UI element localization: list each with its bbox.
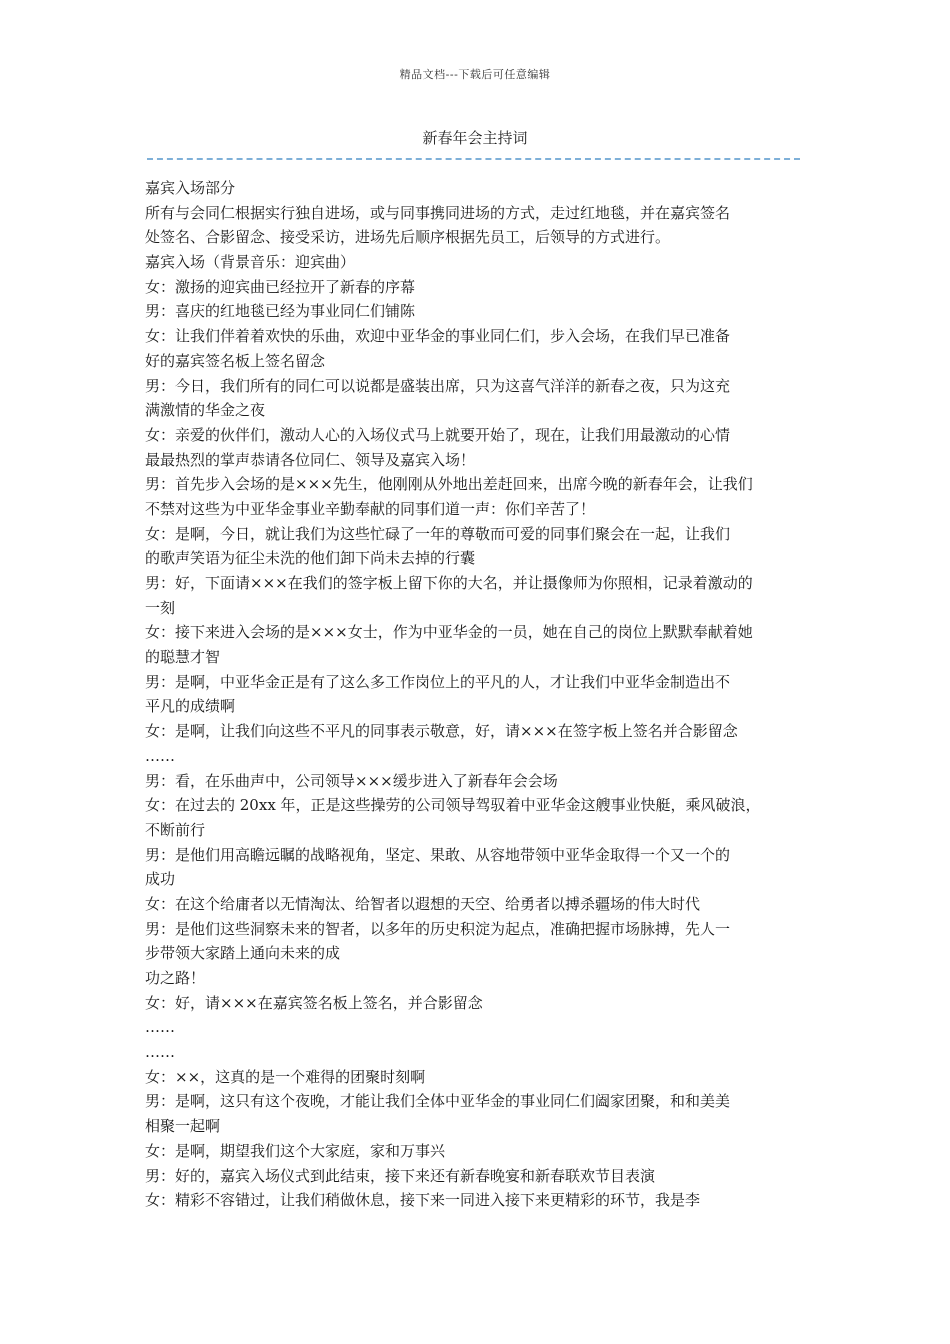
- text-line: 男：是啊，这只有这个夜晚，才能让我们全体中亚华金的事业同仁们阖家团聚，和和美美: [145, 1092, 731, 1111]
- text-line: 好的嘉宾签名板上签名留念: [145, 351, 326, 370]
- text-line: 不断前行: [145, 820, 206, 839]
- text-line: 男：好的，嘉宾入场仪式到此结束，接下来还有新春晚宴和新春联欢节目表演: [145, 1166, 656, 1185]
- text-line: 男：是啊，中亚华金正是有了这么多工作岗位上的平凡的人，才让我们中亚华金制造出不: [145, 672, 731, 691]
- text-line: 一刻: [145, 598, 176, 617]
- text-line: 女：××，这真的是一个难得的团聚时刻啊: [145, 1067, 426, 1086]
- text-line: 嘉宾入场部分: [145, 179, 236, 197]
- text-line: 的歌声笑语为征尘未洗的他们卸下尚未去掉的行囊: [145, 549, 476, 568]
- text-line: 女：在这个给庸者以无情淘汰、给智者以遐想的天空、给勇者以搏杀疆场的伟大时代: [145, 894, 701, 913]
- text-line: 女：是啊，今日，就让我们为这些忙碌了一年的尊敬而可爱的同事们聚会在一起，让我们: [145, 524, 731, 543]
- text-line: 不禁对这些为中亚华金事业辛勤奉献的同事们道一声：你们辛苦了！: [145, 499, 596, 518]
- header-note: 精品文档---下载后可任意编辑: [399, 68, 551, 81]
- text-line: ……: [145, 1018, 175, 1037]
- text-line: 男：是他们这些洞察未来的智者，以多年的历史积淀为起点，准确把握市场脉搏，先人一: [145, 919, 731, 938]
- text-line: 的聪慧才智: [145, 648, 221, 667]
- text-line: 步带领大家踏上通向未来的成: [145, 944, 341, 963]
- text-line: 女：让我们伴着着欢快的乐曲，欢迎中亚华金的事业同仁们，步入会场，在我们早已准备: [145, 327, 731, 346]
- text-line: 女：接下来进入会场的是×××女士，作为中亚华金的一员，她在自己的岗位上默默奉献着她: [145, 623, 753, 642]
- text-line: 男：看，在乐曲声中，公司领导×××缓步进入了新春年会会场: [145, 771, 558, 790]
- text-line: 最最热烈的掌声恭请各位同仁、领导及嘉宾入场！: [145, 450, 476, 469]
- text-line: 所有与会同仁根据实行独自进场，或与同事携同进场的方式，走过红地毯，并在嘉宾签名: [145, 203, 731, 222]
- text-line: 平凡的成绩啊: [145, 697, 236, 716]
- text-line: 男：喜庆的红地毯已经为事业同仁们铺陈: [145, 302, 416, 321]
- text-line: 女：亲爱的伙伴们，激动人心的入场仪式马上就要开始了，现在，让我们用最激动的心情: [145, 425, 731, 444]
- text-line: ……: [145, 1043, 175, 1062]
- text-line: 满激情的华金之夜: [145, 401, 266, 420]
- text-line: 女：在过去的 20xx 年，正是这些操劳的公司领导驾驭着中亚华金这艘事业快艇，乘风破浪，: [145, 796, 761, 815]
- text-line: 女：精彩不容错过，让我们稍做休息，接下来一同进入接下来更精彩的环节，我是李: [145, 1191, 701, 1210]
- text-line: ……: [145, 746, 175, 765]
- text-line: 相聚一起啊: [145, 1117, 221, 1136]
- text-line: 男：是他们用高瞻远瞩的战略视角，坚定、果敢、从容地带领中亚华金取得一个又一个的: [145, 845, 731, 864]
- text-line: 女：是啊，让我们向这些不平凡的同事表示敬意，好，请×××在签字板上签名并合影留念: [145, 722, 738, 741]
- title-divider: [147, 158, 800, 160]
- document-body: [145, 176, 813, 1213]
- document-title: 新春年会主持词: [422, 129, 528, 147]
- text-line: 男：首先步入会场的是×××先生，他刚刚从外地出差赶回来，出席今晚的新春年会，让我们: [145, 475, 753, 494]
- text-line: 成功: [145, 870, 176, 889]
- text-line: 处签名、合影留念、接受采访，进场先后顺序根据先员工，后领导的方式进行。: [145, 228, 671, 247]
- text-line: 功之路！: [145, 969, 206, 987]
- text-line: 女：激扬的迎宾曲已经拉开了新春的序幕: [145, 277, 416, 296]
- text-line: 女：好，请×××在嘉宾签名板上签名，并合影留念: [145, 993, 483, 1012]
- text-line: 男：今日，我们所有的同仁可以说都是盛装出席，只为这喜气洋洋的新春之夜，只为这充: [145, 376, 731, 395]
- text-line: 男：好，下面请×××在我们的签字板上留下你的大名，并让摄像师为你照相，记录着激动的: [145, 574, 753, 592]
- text-line: 女：是啊，期望我们这个大家庭，家和万事兴: [145, 1141, 446, 1160]
- text-line: 嘉宾入场（背景音乐：迎宾曲）: [145, 253, 356, 272]
